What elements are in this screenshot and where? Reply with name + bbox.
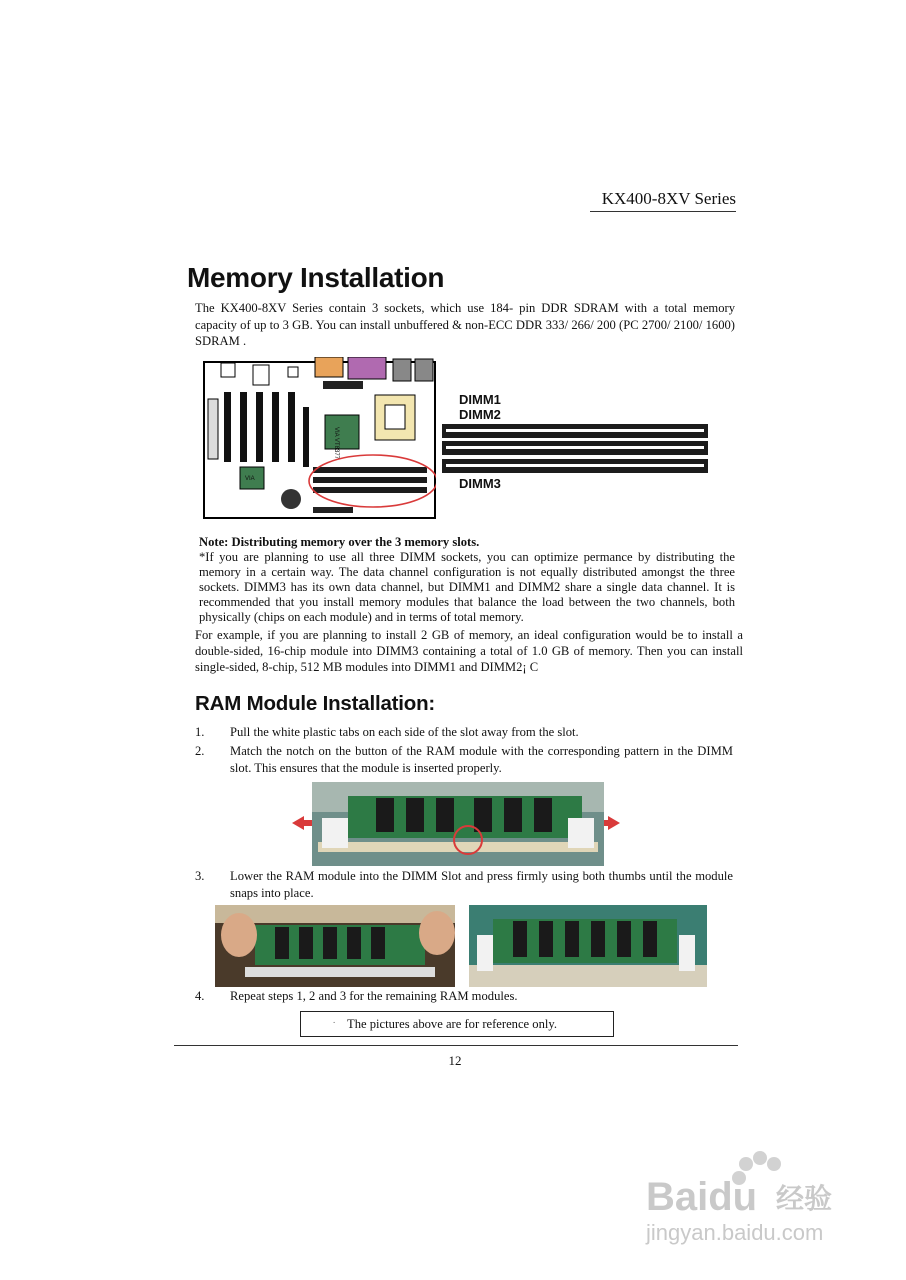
watermark-brand: Baidu <box>646 1175 758 1219</box>
step-number: 2. <box>195 744 205 758</box>
reference-caption-box <box>300 1011 614 1037</box>
watermark-brand-cn: 经验 <box>776 1183 833 1214</box>
caption-mark: . <box>333 1015 336 1025</box>
motherboard-diagram <box>203 357 436 519</box>
dimm-slots-figure <box>440 392 712 492</box>
chip2-label: VIA <box>245 476 255 482</box>
dimm2-label: DIMM2 <box>459 407 501 422</box>
dimm-slot-graphic <box>440 422 712 476</box>
step-2 <box>195 743 735 777</box>
step-text: Lower the RAM module into the DIMM Slot and press firmly using both thumbs until the module snaps into place. <box>230 869 733 900</box>
step-number: 3. <box>195 869 205 883</box>
intro-paragraph: The KX400-8XV Series contain 3 sockets, which use 184- pin DDR SDRAM with a total memory capacity of up to 3 GB. You can install unbuffered & non-ECC DDR 333/ 266/ 200 (PC 2700/ 2100/ 1600) SDRAM . <box>195 301 735 348</box>
step-number: 4. <box>195 989 205 1003</box>
page-title: Memory Installation <box>187 262 445 293</box>
baidu-watermark <box>644 1140 854 1250</box>
ram-section-title: RAM Module Installation: <box>195 692 436 715</box>
page-number: 12 <box>448 1053 462 1068</box>
press-module-photo-right <box>469 905 707 987</box>
dimm1-label: DIMM1 <box>459 392 501 407</box>
press-module-photo-left <box>215 905 455 987</box>
note-body: *If you are planning to use all three DIMM sockets, you can optimize permance by distributing the memory in a certain way. The data channel configuration is not equally distributed amongst the three sockets. DIMM3 has its own data channel, but DIMM1 and DIMM2 share a single data channel. It is recommended that you install memory modules that balance the load between the two channels, both physically (chips on each module) and in terms of total memory. <box>199 550 735 624</box>
step-text: Match the notch on the button of the RAM module with the corresponding pattern in the DIMM slot. This ensures that the module is inserted properly. <box>230 744 733 775</box>
step-4 <box>195 988 735 1005</box>
step-3 <box>195 868 735 902</box>
step-1 <box>195 724 735 741</box>
dimm3-label: DIMM3 <box>459 476 501 491</box>
running-header: KX400-8XV Series <box>590 189 736 212</box>
step-number: 1. <box>195 725 205 739</box>
example-paragraph: For example, if you are planning to install 2 GB of memory, an ideal configuration would be to install a double-sided, 16-chip module into DIMM3 containing a total of 1.0 GB of memory. Then you can install single-sided, 8-chip, 512 MB modules into DIMM1 and DIMM2¡ C <box>195 628 743 674</box>
footer-rule <box>174 1045 738 1046</box>
step-text: Repeat steps 1, 2 and 3 for the remaining RAM modules. <box>230 989 518 1003</box>
chipset-label: VIA VT8377 <box>333 427 339 460</box>
note-heading: Note: Distributing memory over the 3 memory slots. <box>199 535 480 549</box>
reference-caption: The pictures above are for reference only. <box>347 1017 558 1031</box>
step-text: Pull the white plastic tabs on each side of the slot away from the slot. <box>230 725 579 739</box>
ram-slot-photo <box>288 782 624 866</box>
watermark-url: jingyan.baidu.com <box>646 1220 824 1245</box>
